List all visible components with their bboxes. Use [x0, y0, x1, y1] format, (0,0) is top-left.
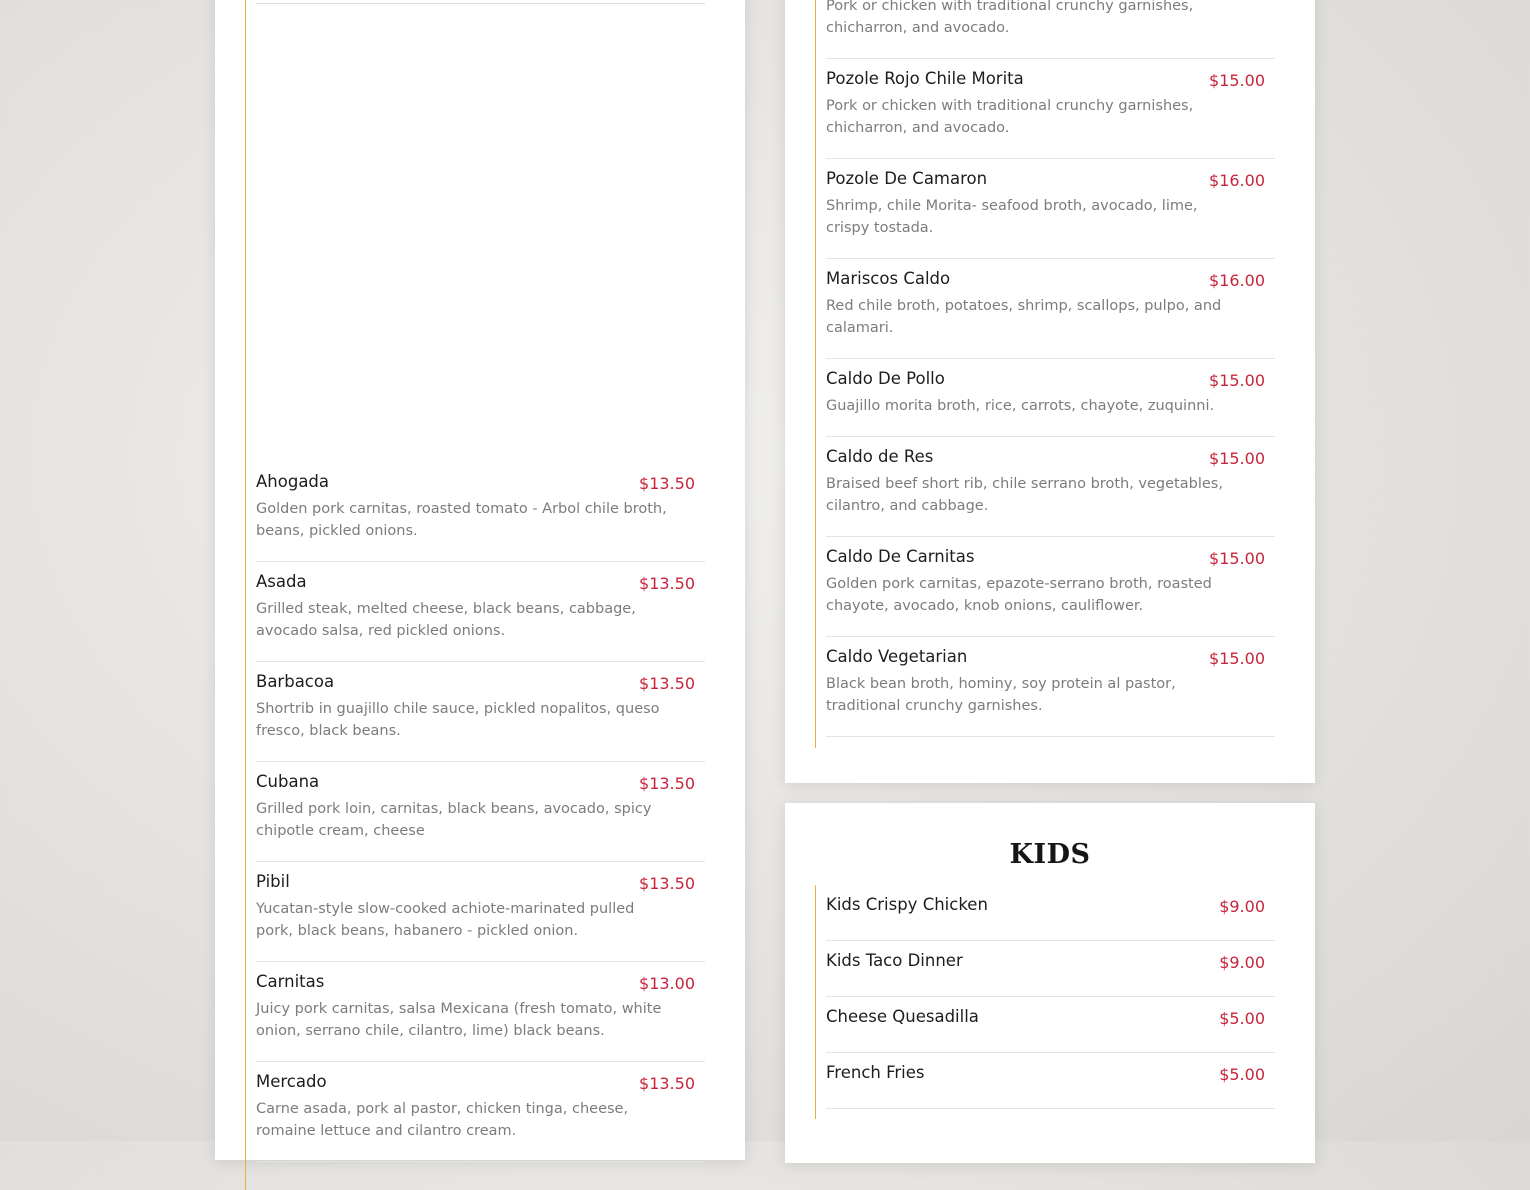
item-name: French Fries [826, 1063, 925, 1082]
divider [256, 3, 705, 4]
item-price: $13.00 [639, 974, 695, 993]
item-name: Mariscos Caldo [826, 269, 951, 288]
item-name: Caldo De Carnitas [826, 547, 975, 566]
menu-item [826, 59, 1275, 159]
item-description: Pork or chicken with traditional crunchy garnishes, chicharron, and avocado. [826, 0, 1194, 36]
item-name: Ahogada [256, 472, 330, 491]
item-description: Grilled steak, melted cheese, black beans, cabbage, avocado salsa, red pickled onions. [256, 601, 636, 639]
item-price: $15.00 [1209, 371, 1265, 390]
item-name: Barbacoa [256, 672, 335, 691]
item-price: $13.50 [639, 1074, 695, 1093]
item-description: Shrimp, chile Morita- seafood broth, avocado, lime, crispy tostada. [826, 198, 1198, 236]
menu-item-partial [826, 0, 1275, 59]
item-description: Carne asada, pork al pastor, chicken tinga, cheese, romaine lettuce and cilantro cream. [256, 1101, 629, 1139]
item-description: Golden pork carnitas, epazote-serrano broth, roasted chayote, avocado, knob onions, cauliflower. [826, 576, 1212, 614]
item-price: $13.50 [639, 774, 695, 793]
item-name: Pozole Rojo Chile Morita [826, 69, 1024, 88]
menu-item [256, 862, 705, 962]
item-name: Asada [256, 572, 307, 591]
menu-item [256, 562, 705, 662]
item-description: Shortrib in guajillo chile sauce, pickled nopalitos, queso fresco, black beans. [256, 701, 660, 739]
item-description: Black bean broth, hominy, soy protein al pastor, traditional crunchy garnishes. [826, 676, 1176, 714]
item-name: Pozole De Camaron [826, 169, 988, 188]
menu-item [256, 662, 705, 762]
menu-item [826, 997, 1275, 1053]
item-name: Pibil [256, 872, 290, 891]
item-price: $5.00 [1219, 1065, 1265, 1084]
item-price: $15.00 [1209, 649, 1265, 668]
item-description: Golden pork carnitas, roasted tomato - Arbol chile broth, beans, pickled onions. [256, 501, 667, 539]
menu-item [256, 762, 705, 862]
item-description: Grilled pork loin, carnitas, black beans, avocado, spicy chipotle cream, cheese [256, 801, 652, 839]
menu-item [826, 1053, 1275, 1109]
menu-item [826, 159, 1275, 259]
menu-item [826, 537, 1275, 637]
item-price: $16.00 [1209, 171, 1265, 190]
item-description: Juicy pork carnitas, salsa Mexicana (fresh tomato, white onion, serrano chile, cilantro, lime) black beans. [256, 1001, 662, 1039]
item-price: $16.00 [1209, 271, 1265, 290]
menu-item [256, 1062, 705, 1162]
menu-item [826, 259, 1275, 359]
section-title-kids: KIDS [1009, 839, 1091, 870]
menu-item [256, 962, 705, 1062]
item-name: Kids Crispy Chicken [826, 895, 988, 914]
item-price: $15.00 [1209, 549, 1265, 568]
item-description: Yucatan-style slow-cooked achiote-marinated pulled pork, black beans, habanero - pickled onion. [256, 901, 635, 939]
item-price: $5.00 [1219, 1009, 1265, 1028]
menu-item [826, 941, 1275, 997]
item-name: Cubana [256, 772, 320, 791]
item-name: Kids Taco Dinner [826, 951, 963, 970]
item-name: Caldo de Res [826, 447, 934, 466]
item-price: $9.00 [1219, 953, 1265, 972]
menu-item [826, 885, 1275, 941]
menu-item [826, 437, 1275, 537]
item-name: Caldo Vegetarian [826, 647, 968, 666]
item-price: $15.00 [1209, 71, 1265, 90]
menu-list-left [245, 0, 706, 1190]
item-name: Carnitas [256, 972, 325, 991]
menu-card-left [215, 0, 745, 1160]
menu-list-kids [815, 885, 1276, 1119]
item-description: Guajillo morita broth, rice, carrots, chayote, zuquinni. [826, 398, 1215, 414]
item-price: $9.00 [1219, 897, 1265, 916]
item-name: Cheese Quesadilla [826, 1007, 979, 1026]
menu-card-kids [785, 803, 1315, 1163]
item-name: Caldo De Pollo [826, 369, 945, 388]
item-price: $13.50 [639, 674, 695, 693]
item-description: Pork or chicken with traditional crunchy garnishes, chicharron, and avocado. [826, 98, 1194, 136]
menu-item [826, 637, 1275, 737]
menu-list-soups [815, 0, 1276, 748]
item-price: $15.00 [1209, 449, 1265, 468]
item-description: Red chile broth, potatoes, shrimp, scallops, pulpo, and calamari. [826, 298, 1222, 336]
item-name: Mercado [256, 1072, 327, 1091]
item-price: $13.50 [639, 474, 695, 493]
menu-item [826, 359, 1275, 437]
menu-item [256, 462, 705, 562]
item-description: Braised beef short rib, chile serrano broth, vegetables, cilantro, and cabbage. [826, 476, 1223, 514]
menu-card-soups [785, 0, 1315, 783]
item-price: $13.50 [639, 574, 695, 593]
item-price: $13.50 [639, 874, 695, 893]
